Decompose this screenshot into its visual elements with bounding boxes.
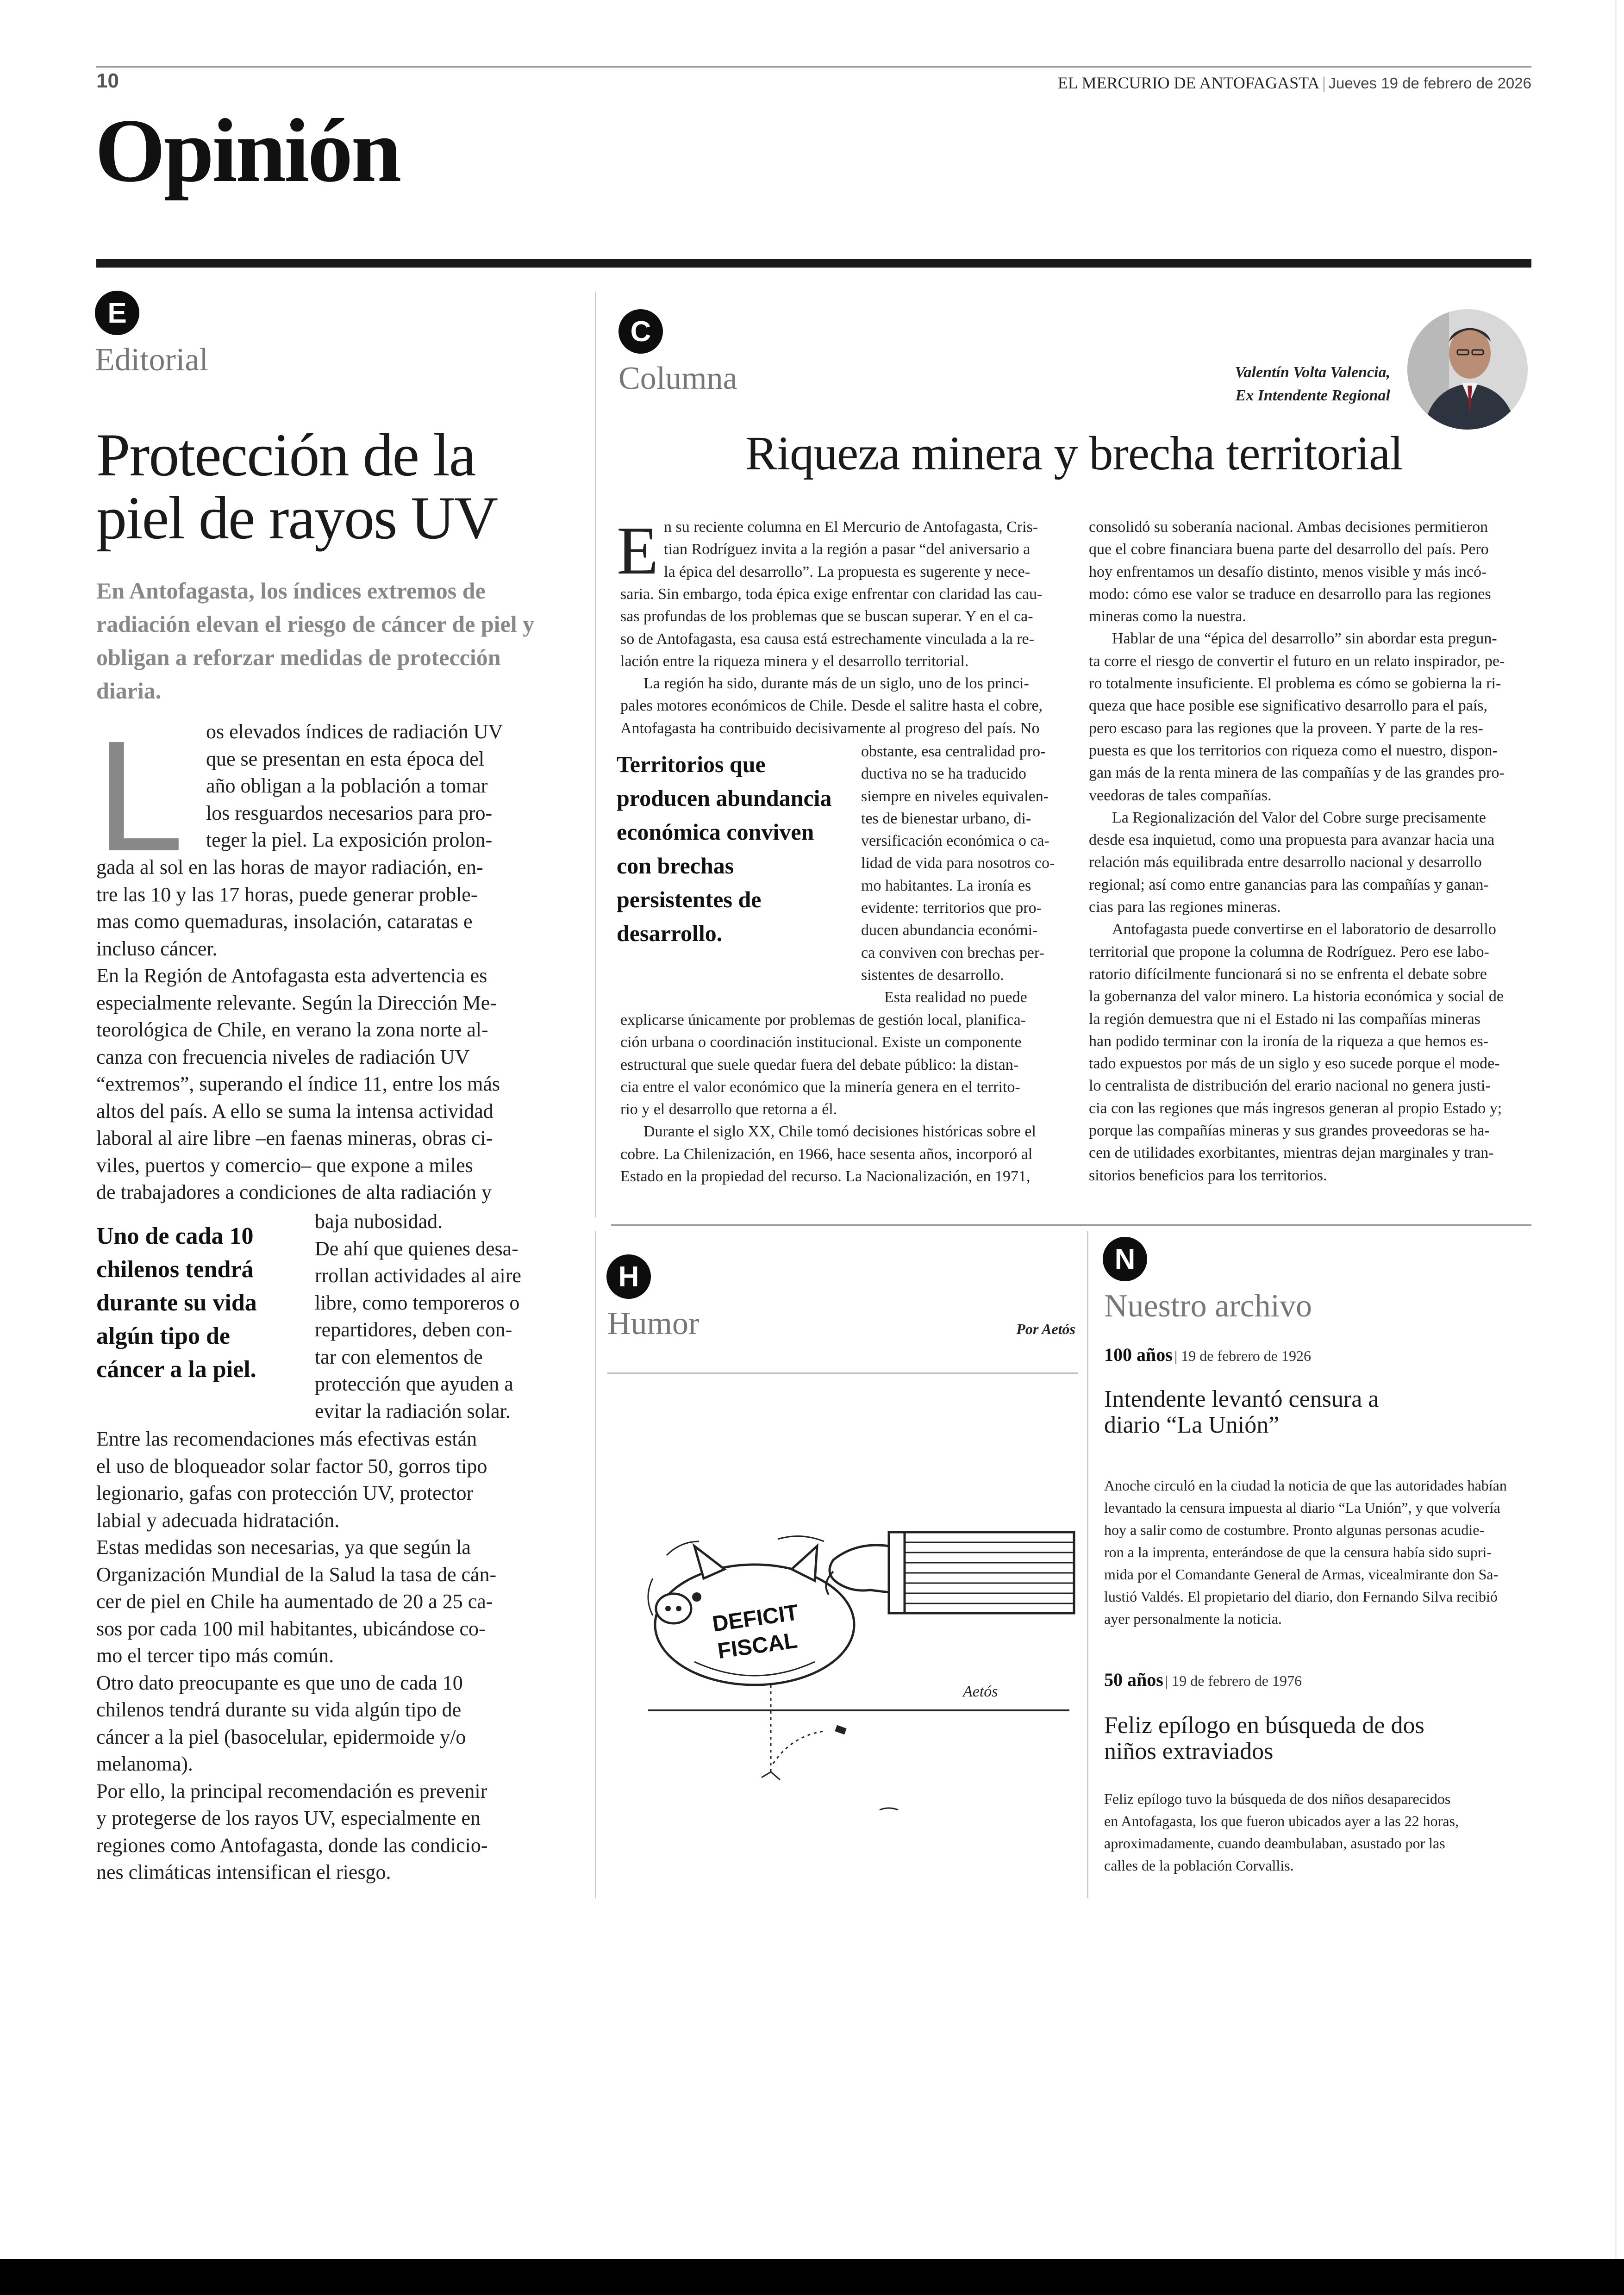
column-line: han podido terminar con la ironía de la riqueza a que hemos es- — [1089, 1032, 1488, 1050]
column-pull-quote: Territorios que producen abundancia económica conviven con brechas persistentes de desarrollo. — [617, 751, 832, 946]
column-line: cobre. La Chilenización, en 1966, hace sesenta años, incorporó al — [620, 1145, 1033, 1163]
column-line: La Regionalización del Valor del Cobre surge precisamente — [1112, 809, 1486, 826]
author-photo — [1407, 309, 1528, 430]
archive-body-line: levantado la censura impuesta al diario “La Unión”, y que volvería — [1104, 1499, 1500, 1516]
archive-body-line: ayer personalmente la noticia. — [1104, 1610, 1282, 1627]
column-line: ratorio difícilmente funcionará si no se enfrenta el debate sobre — [1089, 965, 1487, 983]
archive-body-line: ron a la imprenta, enterándose de que la censura había sido supri- — [1104, 1544, 1492, 1560]
editorial-headline: Protección de la piel de rayos UV — [96, 421, 498, 552]
archive-item-1-body — [1104, 1474, 1530, 1630]
editorial-line: altos del país. A ello se suma la intensa actividad — [96, 1099, 493, 1123]
column-dropcap: E — [617, 513, 659, 589]
column-line: pales motores económicos de Chile. Desde el salitre hasta el cobre, — [620, 697, 1043, 715]
divider-editorial-column — [595, 292, 596, 1217]
column-line: cia entre el valor económico que la minería genera en el territo- — [620, 1078, 1020, 1096]
editorial-line: En la Región de Antofagasta esta advertencia es — [96, 964, 487, 987]
cartoon-pig-eye — [692, 1592, 701, 1602]
editorial-line: Otro dato preocupante es que uno de cada 10 — [96, 1671, 463, 1694]
editorial-line: Entre las recomendaciones más efectivas están — [96, 1428, 477, 1450]
column-line: rio y el desarrollo que retorna a él. — [620, 1101, 837, 1118]
column-left-full — [620, 583, 1061, 740]
archive-item-date-text: 19 de febrero de 1926 — [1181, 1347, 1311, 1364]
column-line: cia con las regiones que más ingresos generan al propio Estado y; — [1089, 1099, 1502, 1117]
archive-body-line: Feliz epílogo tuvo la búsqueda de dos niños desaparecidos — [1104, 1790, 1451, 1807]
editorial-line: libre, como temporeros o — [315, 1291, 520, 1314]
column-line: mineras como la nuestra. — [1089, 608, 1246, 625]
column-line: la épica del desarrollo”. La propuesta es sugerente y nece- — [664, 563, 1031, 580]
column-line: que el cobre financiara buena parte del desarrollo del país. Pero — [1089, 541, 1489, 558]
humor-byline: Por Aetós — [1016, 1321, 1075, 1337]
cartoon-hand — [830, 1545, 889, 1592]
column-line: territorial que propone la columna de Rodríguez. Pero ese labo- — [1089, 943, 1489, 960]
editorial-line: os elevados índices de radiación UV — [206, 720, 503, 743]
column-line: sas profundas de los problemas que se buscan superar. Y en el ca- — [620, 608, 1033, 625]
editorial-line: cáncer a la piel (basocelular, epidermoide y/o — [96, 1725, 466, 1748]
archive-item-2-body — [1104, 1788, 1530, 1877]
editorial-badge: E — [95, 291, 139, 335]
editorial-line: Organización Mundial de la Salud la tasa de cán- — [96, 1563, 497, 1586]
column-line: La región ha sido, durante más de un siglo, uno de los princi- — [643, 675, 1029, 692]
divider-humor-archive — [1087, 1231, 1088, 1898]
column-line: queza que hace posible ese significativo desarrollo para el país, — [1089, 697, 1487, 715]
editorial-line: labial y adecuada hidratación. — [96, 1509, 340, 1532]
archive-item-years: 50 años — [1104, 1669, 1163, 1690]
column-badge: C — [618, 309, 663, 354]
editorial-line: regiones como Antofagasta, donde las condicio- — [96, 1834, 488, 1857]
column-right — [1089, 516, 1530, 1187]
editorial-dropcap: L — [96, 708, 184, 884]
column-line: explicarse únicamente por problemas de gestión local, planifica- — [620, 1011, 1026, 1029]
column-line: porque las compañías mineras y sus grandes proveedoras se ha- — [1089, 1122, 1490, 1140]
editorial-line: sos por cada 100 mil habitantes, ubicándose co- — [96, 1617, 486, 1640]
column-line: modo: cómo ese valor se traduce en desarrollo para las regiones — [1089, 585, 1491, 603]
editorial-line: el uso de bloqueador solar factor 50, gorros tipo — [96, 1454, 487, 1478]
column-intro — [664, 516, 1061, 583]
cartoon-drawing — [639, 1514, 1079, 1819]
humor-cartoon — [639, 1514, 1079, 1819]
archive-item-date: | 19 de febrero de 1926 — [1174, 1347, 1311, 1364]
column-line: ción urbana o coordinación institucional. Existe un componente — [620, 1034, 1022, 1051]
editorial-line: que se presentan en esta época del — [206, 747, 485, 770]
editorial-line: teger la piel. La exposición prolon- — [206, 829, 493, 851]
editorial-line: repartidores, deben con- — [315, 1318, 512, 1341]
editorial-line: rrollan actividades al aire — [315, 1264, 521, 1287]
archive-body-line: Anoche circuló en la ciudad la noticia de que las autoridades habían — [1104, 1477, 1507, 1494]
column-line: lación entre la riqueza minera y el desarrollo territorial. — [620, 652, 969, 670]
editorial-line: De ahí que quienes desa- — [315, 1237, 518, 1260]
editorial-line: laboral al aire libre –en faenas mineras, obras ci- — [96, 1127, 493, 1149]
column-line: mo habitantes. La ironía es — [861, 877, 1031, 894]
column-line: desde esa inquietud, como una propuesta para avanzar hacia una — [1089, 831, 1495, 849]
column-line: Hablar de una “épica del desarrollo” sin abordar esta pregun- — [1112, 630, 1497, 648]
archive-item-years: 100 años — [1104, 1344, 1173, 1365]
column-line: Durante el siglo XX, Chile tomó decisiones históricas sobre el — [643, 1123, 1036, 1141]
editorial-line: y protegerse de los rayos UV, especialmente en — [96, 1807, 481, 1829]
editorial-pull-quote: Uno de cada 10 chilenos tendrá durante su vida algún tipo de cáncer a la piel. — [96, 1223, 257, 1383]
column-line: tado expuestos por más de un siglo y eso sucede porque el mode- — [1089, 1055, 1500, 1073]
humor-badge: H — [606, 1254, 651, 1299]
column-line: ta corre el riesgo de convertir el futuro en un relato inspirador, pe- — [1089, 652, 1505, 670]
column-line: cen de utilidades exorbitantes, mientras dejan marginales y tran- — [1089, 1144, 1494, 1162]
editorial-body-side — [315, 1208, 560, 1425]
divider-column-bottom — [611, 1224, 1531, 1226]
editorial-line: canza con frecuencia niveles de radiación UV — [96, 1045, 470, 1068]
column-line: ducen abundancia económi- — [861, 922, 1038, 939]
page-number: 10 — [96, 69, 119, 92]
column-line: sistentes de desarrollo. — [861, 966, 1004, 984]
editorial-line: Estas medidas son necesarias, ya que según la — [96, 1536, 471, 1559]
editorial-line: mas como quemaduras, insolación, cataratas e — [96, 910, 473, 933]
editorial-line: evitar la radiación solar. — [315, 1399, 511, 1422]
editorial-line: de trabajadores a condiciones de alta radiación y — [96, 1181, 492, 1204]
archive-body-line: mida por el Comandante General de Armas, vicealmirante don Sa- — [1104, 1566, 1499, 1583]
editorial-line: protección que ayuden a — [315, 1372, 513, 1395]
column-line: sitorios beneficios para los territorios. — [1089, 1166, 1327, 1184]
section-rule — [96, 259, 1531, 268]
column-line: hoy enfrentamos un desafío distinto, menos visible y más incó- — [1089, 563, 1487, 580]
column-line: ductiva no se ha traducido — [861, 765, 1026, 783]
humor-rule — [607, 1372, 1078, 1374]
column-line: versificación económica o ca- — [861, 832, 1049, 850]
page-right-edge — [1615, 0, 1617, 2259]
editorial-kicker: Editorial — [95, 342, 208, 378]
editorial-line: mo el tercer tipo más común. — [96, 1644, 334, 1667]
cartoon-coin — [835, 1725, 846, 1735]
masthead-separator: | — [1322, 74, 1326, 92]
editorial-line: Por ello, la principal recomendación es prevenir — [96, 1779, 487, 1802]
editorial-line: año obligan a la población a tomar — [206, 774, 488, 797]
editorial-line: los resguardos necesarios para pro- — [206, 801, 493, 824]
column-line: ro totalmente insuficiente. El problema es cómo se gobierna la ri- — [1089, 675, 1501, 692]
archive-item-date-text: 19 de febrero de 1976 — [1172, 1672, 1302, 1689]
editorial-line: legionario, gafas con protección UV, protector — [96, 1482, 474, 1504]
column-line: consolidó su soberanía nacional. Ambas decisiones permitieron — [1089, 518, 1488, 536]
column-line: Antofagasta puede convertirse en el laboratorio de desarrollo — [1112, 921, 1496, 938]
archive-body-line: aproximadamente, cuando deambulaban, asustado por las — [1104, 1835, 1445, 1852]
archive-body-line: lustió Valdés. El propietario del diario, don Fernando Silva recibió — [1104, 1588, 1498, 1605]
editorial-lead: En Antofagasta, los índices extremos de radiación elevan el riesgo de cáncer de piel y obligan a reforzar medidas de protección diaria. — [96, 578, 535, 704]
editorial-line: teorológica de Chile, en verano la zona norte al- — [96, 1018, 488, 1041]
column-line: so de Antofagasta, esa causa está estrechamente vinculada a la re- — [620, 630, 1034, 648]
archive-headline-line: diario “La Unión” — [1104, 1412, 1280, 1438]
column-line: estructural que suele quedar fuera del debate público: la distan- — [620, 1056, 1019, 1073]
archive-badge: N — [1103, 1237, 1147, 1281]
editorial-line: “extremos”, superando el índice 11, entre los más — [96, 1073, 500, 1095]
author-role: Ex Intendente Regional — [1235, 387, 1390, 404]
editorial-body-top — [206, 718, 558, 854]
issue-date: Jueves 19 de febrero de 2026 — [1328, 75, 1531, 92]
editorial-line: nes climáticas intensifican el riesgo. — [96, 1861, 391, 1883]
editorial-line: gada al sol en las horas de mayor radiación, en- — [96, 856, 483, 879]
editorial-line: chilenos tendrá durante su vida algún tipo de — [96, 1698, 462, 1721]
archive-headline-line: Feliz epílogo en búsqueda de dos — [1104, 1712, 1424, 1739]
column-left-side — [861, 741, 1061, 1009]
archive-body-line: hoy a salir como de costumbre. Pronto algunas personas acudie- — [1104, 1522, 1485, 1538]
section-title: Opinión — [95, 100, 400, 201]
cartoon-text-fiscal: FISCAL — [716, 1628, 799, 1664]
cartoon-text-deficit: DEFICIT — [711, 1600, 800, 1637]
column-line: veedoras de tales compañías. — [1089, 786, 1272, 804]
archive-item-date: | 19 de febrero de 1976 — [1165, 1672, 1302, 1689]
column-headline: Riqueza minera y brecha territorial — [745, 427, 1403, 480]
column-line: la región demuestra que ni el Estado ni las compañías mineras — [1089, 1010, 1480, 1028]
author-name: Valentín Volta Valencia, — [1235, 364, 1390, 381]
masthead — [1058, 73, 1531, 93]
editorial-line: tar con elementos de — [315, 1345, 483, 1368]
author-photo-image — [1407, 309, 1528, 430]
column-line: regional; así como entre ganancias para las compañías y ganan- — [1089, 876, 1489, 893]
column-line: Esta realidad no puede — [884, 989, 1027, 1006]
editorial-line: incluso cáncer. — [96, 937, 218, 960]
divider-editorial-humor — [595, 1231, 596, 1898]
archive-body-line: en Antofagasta, los que fueron ubicados ayer a las 22 horas, — [1104, 1813, 1459, 1829]
editorial-line: baja nubosidad. — [315, 1210, 443, 1233]
archive-body-line: calles de la población Corvallis. — [1104, 1857, 1294, 1874]
newspaper-name: EL MERCURIO DE ANTOFAGASTA — [1057, 74, 1320, 92]
bottom-bar — [0, 2259, 1624, 2295]
column-line: obstante, esa centralidad pro- — [861, 743, 1046, 760]
column-line: relación más equilibrada entre desarrollo nacional y desarrollo — [1089, 854, 1482, 871]
column-line: tian Rodríguez invita a la región a pasar “del aniversario a — [664, 541, 1031, 558]
cartoon-signature: Aetós — [963, 1683, 998, 1700]
cartoon-pig-snout — [656, 1594, 691, 1623]
archive-headline-line: niños extraviados — [1104, 1738, 1274, 1765]
column-line: gan más de la renta minera de las compañías y de las grandes pro- — [1089, 764, 1505, 782]
column-line: cias para las regiones mineras. — [1089, 898, 1281, 916]
column-line: siempre en niveles equivalen- — [861, 787, 1049, 805]
top-rule — [96, 66, 1531, 68]
column-line: Antofagasta ha contribuido decisivamente al progreso del país. No — [620, 719, 1040, 737]
editorial-line: especialmente relevante. Según la Dirección Me- — [96, 991, 497, 1014]
column-line: tes de bienestar urbano, di- — [861, 810, 1031, 827]
archive-headline-line: Intendente levantó censura a — [1104, 1386, 1379, 1412]
editorial-line: melanoma). — [96, 1752, 193, 1775]
archive-item-1-meta — [1104, 1344, 1530, 1366]
column-kicker: Columna — [618, 361, 737, 396]
humor-kicker: Humor — [607, 1306, 700, 1341]
column-line: ca conviven con brechas per- — [861, 944, 1044, 961]
editorial-body-full — [96, 854, 559, 1206]
column-line: saria. Sin embargo, toda épica exige enfrentar con claridad las cau- — [620, 586, 1043, 603]
column-line: la gobernanza del valor minero. La historia económica y social de — [1089, 988, 1504, 1005]
editorial-line: viles, puertos y comercio– que expone a miles — [96, 1154, 473, 1177]
column-line: lidad de vida para nosotros co- — [861, 854, 1055, 872]
editorial-line: cer de piel en Chile ha aumentado de 20 a 25 ca- — [96, 1590, 493, 1613]
column-line: lo centralista de distribución del erario nacional no genera justi- — [1089, 1077, 1491, 1095]
editorial-body-bottom — [96, 1426, 559, 1886]
column-line: n su reciente columna en El Mercurio de Antofagasta, Cris- — [664, 518, 1038, 536]
column-line: pero escaso para las regiones que la proveen. Y parte de la res- — [1089, 719, 1483, 737]
column-line: puesta es que los territorios con riqueza como el nuestro, dispon- — [1089, 742, 1498, 759]
archive-item-1-headline — [1104, 1386, 1530, 1438]
archive-item-2-headline — [1104, 1713, 1530, 1765]
column-author — [1235, 361, 1390, 407]
column-left-bottom — [620, 1009, 1061, 1188]
column-line: evidente: territorios que pro- — [861, 899, 1042, 917]
archive-item-2-meta — [1104, 1669, 1530, 1690]
archive-kicker: Nuestro archivo — [1104, 1288, 1312, 1324]
column-line: Estado en la propiedad del recurso. La Nacionalización, en 1971, — [620, 1168, 1031, 1185]
cartoon-cuff — [889, 1532, 905, 1613]
editorial-line: tre las 10 y las 17 horas, puede generar proble- — [96, 883, 478, 906]
